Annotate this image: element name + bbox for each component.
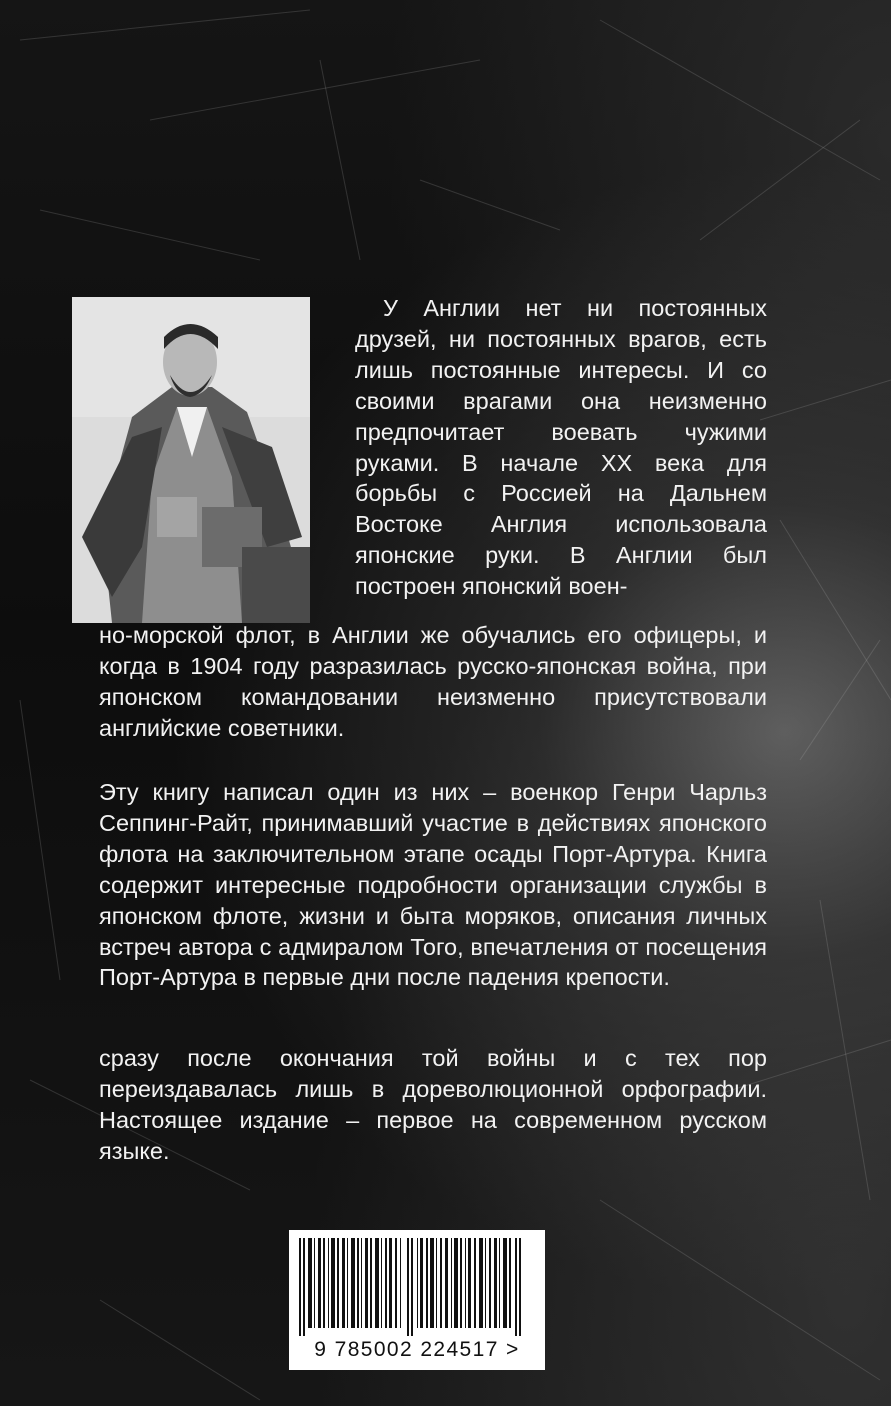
- barcode-icon: [289, 1230, 545, 1338]
- isbn-number: 9 785002 224517 >: [314, 1338, 520, 1361]
- description-paragraph-1-continued: но-морской флот, в Англии же обучались его офицеры, и когда в 1904 году разразилась русско-японская война, при японском командовании неизменно присутствовали английские советники.: [99, 622, 767, 741]
- description-paragraph-1: У Англии нет ни постоянных друзей, ни постоянных врагов, есть лишь постоянные интересы. И со своими врагами она неизменно предпочитает воевать чужими руками. В начале XX века для борьбы с Россией на Дальнем Востоке Англия использовала японские руки. В Англии был построен японский воен-: [355, 295, 767, 600]
- description-paragraph-2: Эту книгу написал один из них – военкор Генри Чарльз Сеппинг-Райт, принимавший участие в действиях японского флота на заключительном этапе осады Порт-Артура. Книга содержит интересные подробности организации службы в японском флоте, жизни и быта моряков, описания личных встреч автора с адмиралом Того, впечатления от посещения Порт-Артура в первые дни после падения крепости.: [99, 779, 767, 991]
- description-paragraph-3: сразу после окончания той войны и с тех пор переиздавалась лишь в дореволюционной орфографии. Настоящее издание – первое на современном русском языке.: [99, 1045, 767, 1164]
- author-portrait-photo: [72, 297, 310, 623]
- isbn-barcode: [289, 1230, 545, 1370]
